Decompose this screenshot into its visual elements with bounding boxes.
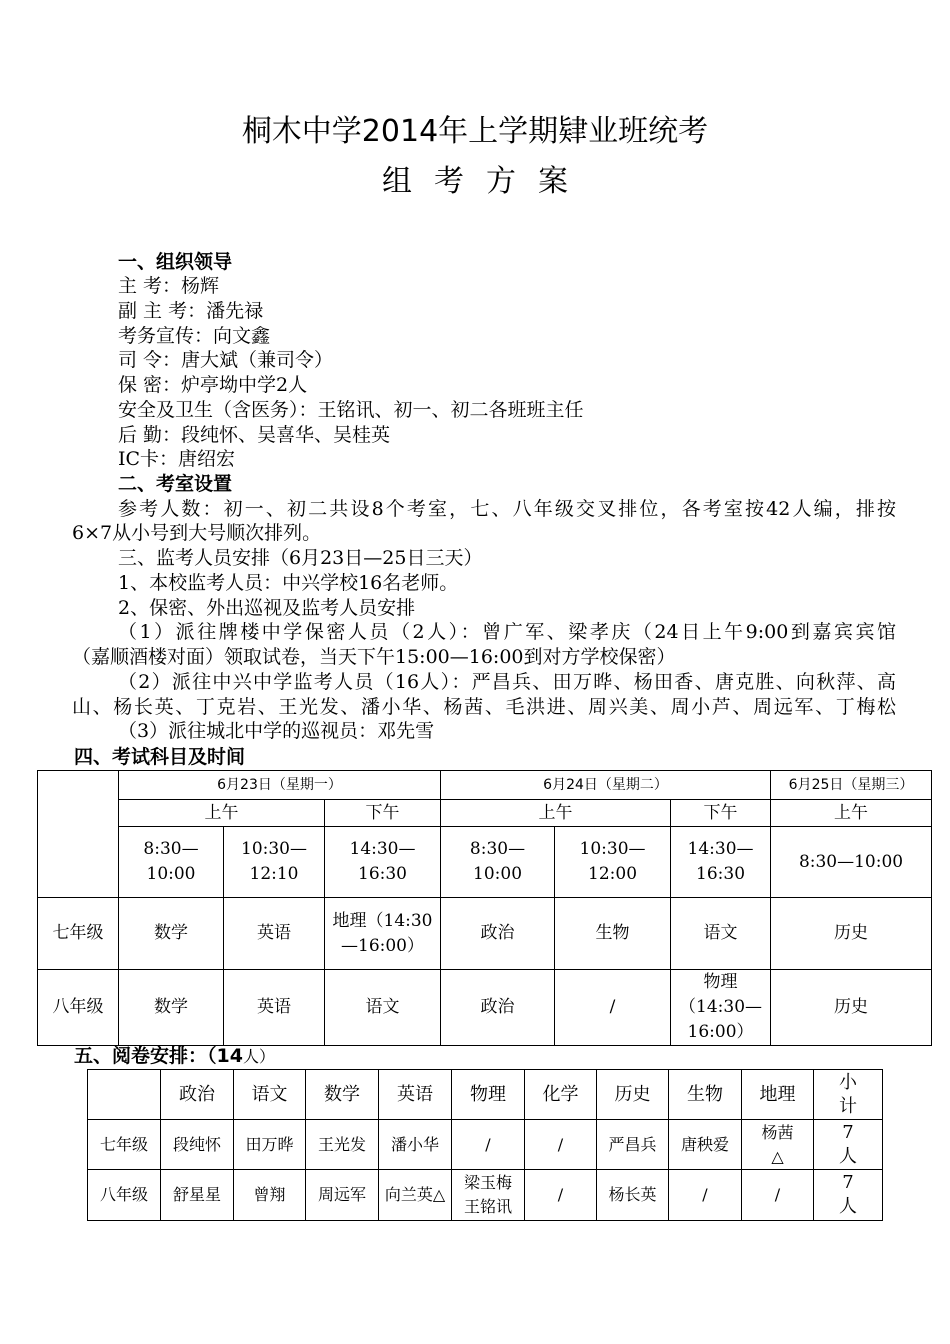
grade-8-label: 八年级 xyxy=(38,970,119,1046)
proctor-item-2: 2、保密、外出巡视及监考人员安排 xyxy=(118,597,416,619)
subject-header: 政治 xyxy=(161,1070,234,1120)
schedule-cell: 地理（14:30—16:00） xyxy=(325,898,441,970)
proctor-sub-3: （3）派往城北中学的巡视员：邓先雪 xyxy=(118,720,435,742)
grader-cell: / xyxy=(742,1170,814,1221)
security-line: 保 密：炉亭坳中学2人 xyxy=(118,374,308,396)
section-5-heading-line xyxy=(74,1044,275,1069)
proctor-sub-2-cont: 山、杨长英、丁克岩、王光发、潘小华、杨茜、毛洪进、周兴美、周小芦、周远军、丁梅松 xyxy=(72,696,896,718)
time-slot: 8:30—10:00 xyxy=(771,827,932,898)
grader-cell: 王光发 xyxy=(306,1120,379,1170)
schedule-cell: 数学 xyxy=(119,898,224,970)
grader-cell: / xyxy=(525,1170,597,1221)
commander-line: 司 令：唐大斌（兼司令） xyxy=(118,349,334,371)
schedule-cell: 英语 xyxy=(224,970,325,1046)
time-slot: 10:30— 12:10 xyxy=(224,827,325,898)
grader-cell: 严昌兵 xyxy=(597,1120,669,1170)
period-0623-am: 上午 xyxy=(119,800,325,827)
exam-room-paragraph: 参考人数：初一、初二共设8个考室，七、八年级交叉排位，各考室按42人编，排按 xyxy=(118,498,896,520)
grade-7-label: 七年级 xyxy=(88,1120,161,1170)
subject-header: 化学 xyxy=(525,1070,597,1120)
proctor-sub-1-cont: （嘉顺酒楼对面）领取试卷，当天下午15:00—16:00到对方学校保密） xyxy=(72,646,676,668)
grader-count: （14 xyxy=(207,1045,243,1067)
period-0624-am: 上午 xyxy=(441,800,671,827)
grader-count-unit: 人） xyxy=(242,1047,275,1066)
grader-cell: 梁玉梅 王铭讯 xyxy=(452,1170,525,1221)
exam-schedule-table xyxy=(37,770,932,1046)
time-slot: 8:30— 10:00 xyxy=(441,827,555,898)
grader-cell: 舒星星 xyxy=(161,1170,234,1221)
proctor-sub-2: （2）派往中兴中学监考人员（16人）：严昌兵、田万晔、杨田香、唐克胜、向秋萍、高 xyxy=(118,671,896,693)
subject-header: 地理 xyxy=(742,1070,814,1120)
document-subtitle: 组考方案 xyxy=(382,164,590,199)
document-title: 桐木中学2014年上学期肄业班统考 xyxy=(241,114,709,149)
subject-header: 语文 xyxy=(234,1070,306,1120)
period-0623-pm: 下午 xyxy=(325,800,441,827)
day-header-0623: 6月23日（星期一） xyxy=(119,771,441,800)
publicity-line: 考务宣传：向文鑫 xyxy=(118,325,271,347)
proctor-item-1: 1、本校监考人员：中兴学校16名老师。 xyxy=(118,572,459,594)
day-header-0624: 6月24日（星期二） xyxy=(441,771,771,800)
schedule-cell: 政治 xyxy=(441,898,555,970)
time-slot: 14:30— 16:30 xyxy=(325,827,441,898)
grader-cell: 唐秧爱 xyxy=(669,1120,742,1170)
time-slot: 10:30— 12:00 xyxy=(555,827,671,898)
subject-header: 英语 xyxy=(379,1070,452,1120)
schedule-cell: 语文 xyxy=(671,898,771,970)
subject-header: 数学 xyxy=(306,1070,379,1120)
deputy-examiner-line: 副 主 考：潘先禄 xyxy=(118,300,264,322)
time-slot: 14:30— 16:30 xyxy=(671,827,771,898)
section-3-heading: 三、监考人员安排（6月23日—25日三天） xyxy=(118,547,483,569)
exam-room-paragraph-cont: 6×7从小号到大号顺次排列。 xyxy=(72,522,322,544)
schedule-cell: 语文 xyxy=(325,970,441,1046)
subject-header: 物理 xyxy=(452,1070,525,1120)
grader-cell: 周远军 xyxy=(306,1170,379,1221)
grader-cell: 向兰英△ xyxy=(379,1170,452,1221)
grader-cell: / xyxy=(452,1120,525,1170)
safety-hygiene-line: 安全及卫生（含医务）：王铭讯、初一、初二各班班主任 xyxy=(118,399,584,421)
schedule-cell: 生物 xyxy=(555,898,671,970)
chief-examiner-line: 主 考：杨辉 xyxy=(118,275,220,297)
section-4-heading: 四、考试科目及时间 xyxy=(74,746,246,768)
period-0625-am: 上午 xyxy=(771,800,932,827)
section-5-heading: 五、阅卷安排： xyxy=(74,1045,208,1067)
section-1-heading: 一、组织领导 xyxy=(118,251,233,273)
period-0624-pm: 下午 xyxy=(671,800,771,827)
grader-cell: 曾翔 xyxy=(234,1170,306,1221)
proctor-sub-1: （1）派往牌楼中学保密人员（2人）：曾广军、梁孝庆（24日上午9:00到嘉宾宾馆 xyxy=(118,621,896,643)
schedule-cell: / xyxy=(555,970,671,1046)
grader-cell: 段纯怀 xyxy=(161,1120,234,1170)
grader-cell: 杨茜△ xyxy=(742,1120,814,1170)
grader-cell: 杨长英 xyxy=(597,1170,669,1221)
schedule-corner-cell xyxy=(38,771,119,898)
logistics-line: 后 勤：段纯怀、吴喜华、吴桂英 xyxy=(118,424,391,446)
schedule-cell: 历史 xyxy=(771,898,932,970)
grader-cell: / xyxy=(525,1120,597,1170)
schedule-cell: 历史 xyxy=(771,970,932,1046)
subject-header: 生物 xyxy=(669,1070,742,1120)
ic-card-line: IC卡：唐绍宏 xyxy=(118,448,236,470)
day-header-0625: 6月25日（星期三） xyxy=(771,771,932,800)
grader-cell: / xyxy=(669,1170,742,1221)
subtotal-cell: 7人 xyxy=(814,1170,883,1221)
grading-table xyxy=(87,1069,883,1221)
subtotal-cell: 7人 xyxy=(814,1120,883,1170)
schedule-cell: 数学 xyxy=(119,970,224,1046)
grade-8-label: 八年级 xyxy=(88,1170,161,1221)
schedule-cell: 英语 xyxy=(224,898,325,970)
subject-header: 历史 xyxy=(597,1070,669,1120)
schedule-cell: 物理（14:30—16:00） xyxy=(671,970,771,1046)
schedule-cell: 政治 xyxy=(441,970,555,1046)
subtotal-header: 小计 xyxy=(814,1070,883,1120)
grader-cell: 潘小华 xyxy=(379,1120,452,1170)
grader-cell: 田万晔 xyxy=(234,1120,306,1170)
time-slot: 8:30— 10:00 xyxy=(119,827,224,898)
grading-corner-cell xyxy=(88,1070,161,1120)
section-2-heading: 二、考室设置 xyxy=(118,473,233,495)
grade-7-label: 七年级 xyxy=(38,898,119,970)
